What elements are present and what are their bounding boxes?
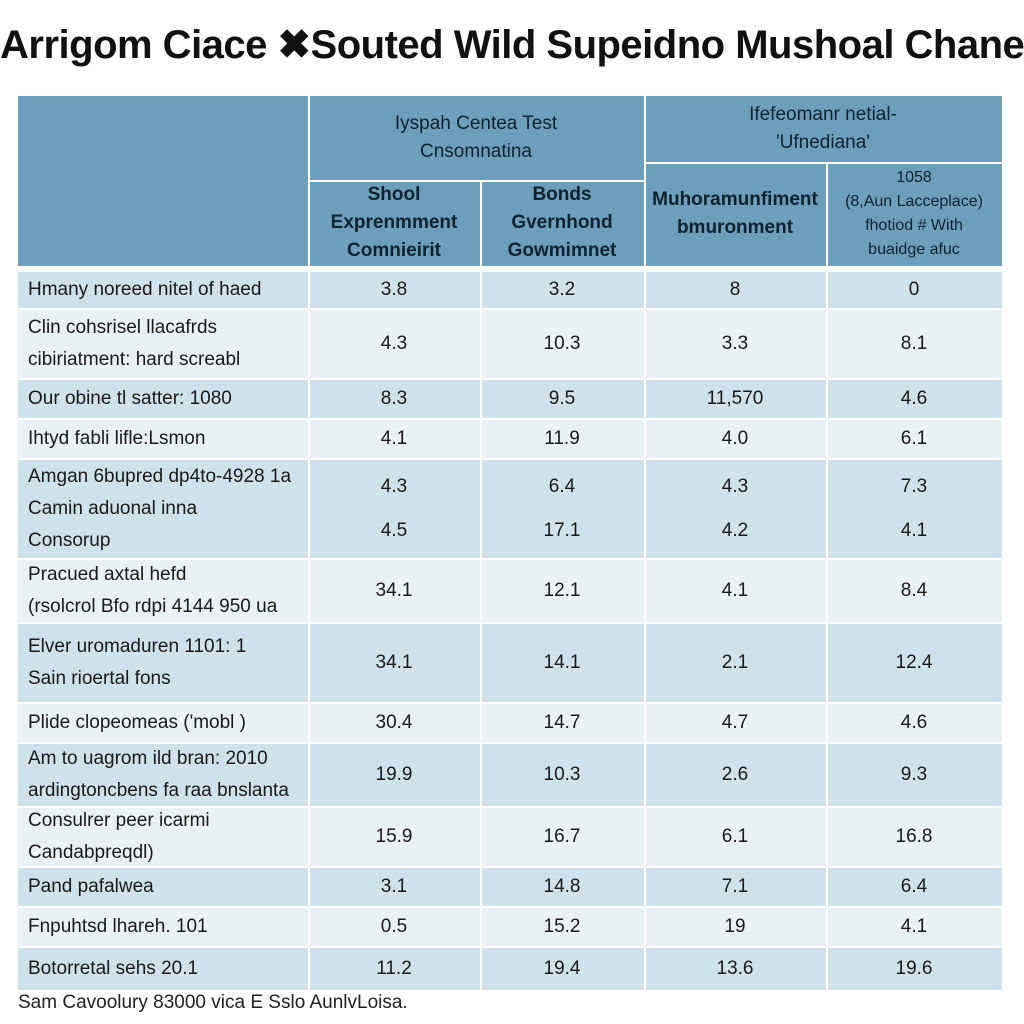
value-cell	[308, 808, 480, 866]
column-divider	[308, 310, 310, 378]
value-cell	[826, 560, 1002, 622]
column-divider	[308, 624, 310, 702]
column-divider	[826, 808, 828, 866]
cell-value: 12.1	[543, 580, 581, 601]
value-cell	[826, 744, 1002, 806]
table-row	[18, 908, 1002, 946]
row-label-line: Am to uagrom ild bran: 2010	[28, 748, 268, 769]
row-label	[28, 908, 308, 946]
column-divider	[644, 868, 646, 906]
column-divider	[480, 460, 482, 558]
value-cell	[644, 948, 826, 990]
value-cell	[826, 310, 1002, 378]
row-label	[28, 380, 308, 418]
cell-value: 4.7	[721, 712, 749, 733]
table-row	[18, 868, 1002, 906]
column-divider	[644, 272, 646, 308]
row-label-line: Pand pafalwea	[28, 876, 154, 897]
column-divider	[480, 310, 482, 378]
row-label-line: Elver uromaduren 1101: 1	[28, 636, 247, 657]
header-divider	[308, 180, 644, 182]
row-label-line: Consorup	[28, 530, 111, 551]
header-divider	[480, 180, 482, 266]
column-divider	[644, 948, 646, 990]
row-label	[28, 948, 308, 990]
footnote: Sam Cavoolury 83000 vica E Sslo AunlvLoisa.	[18, 992, 408, 1013]
column-divider	[308, 704, 310, 742]
value-cell	[308, 868, 480, 906]
column-divider	[826, 744, 828, 806]
table-row	[18, 272, 1002, 308]
column-divider	[826, 272, 828, 308]
value-cell	[480, 908, 644, 946]
cell-value: 8	[729, 279, 741, 300]
row-label	[28, 704, 308, 742]
row-label	[28, 808, 308, 866]
value-cell	[480, 808, 644, 866]
row-label	[28, 420, 308, 458]
cell-value: 9.5	[548, 388, 576, 409]
column-divider	[308, 560, 310, 622]
column-divider	[480, 908, 482, 946]
value-cell	[826, 272, 1002, 308]
column-divider	[308, 744, 310, 806]
value-cell	[308, 948, 480, 990]
column-divider	[480, 744, 482, 806]
value-cell	[480, 380, 644, 418]
value-cell	[644, 272, 826, 308]
cell-value: 6.1	[900, 428, 928, 449]
column-divider	[308, 808, 310, 866]
column-divider	[308, 868, 310, 906]
column-divider	[480, 808, 482, 866]
header-group-1	[308, 96, 644, 180]
column-divider	[826, 948, 828, 990]
value-cell	[308, 310, 480, 378]
value-cell	[308, 744, 480, 806]
column-divider	[308, 908, 310, 946]
row-label-line: Fnpuhtsd lhareh. 101	[28, 916, 208, 937]
value-cell	[826, 624, 1002, 702]
row-label-line: Clin cohsrisel llacafrds	[28, 317, 218, 338]
cell-value: 4.5	[380, 520, 408, 541]
cell-value: 11.9	[544, 428, 580, 449]
cell-value: 19.9	[375, 764, 413, 785]
cell-value: 4.3	[380, 476, 408, 497]
column-divider	[480, 560, 482, 622]
column-divider	[644, 624, 646, 702]
column-divider	[826, 908, 828, 946]
cell-value: 4.1	[721, 580, 749, 601]
row-label-line: Consulrer peer icarmi	[28, 810, 210, 831]
column-divider	[308, 460, 310, 558]
column-header-4	[826, 162, 1002, 266]
cell-value: 3.1	[380, 876, 408, 897]
row-label-line: ardingtoncbens fa raa bnslanta	[28, 780, 289, 801]
value-cell	[644, 808, 826, 866]
cell-value: 8.4	[900, 580, 928, 601]
row-label	[28, 560, 308, 622]
header-divider	[644, 96, 646, 266]
cell-value: 6.1	[721, 826, 749, 847]
table-row	[18, 460, 1002, 558]
row-label	[28, 624, 308, 702]
row-label-line: Plide clopeomeas ('mobl )	[28, 712, 246, 733]
table-row	[18, 744, 1002, 806]
cell-value: 10.3	[543, 764, 581, 785]
value-cell	[308, 420, 480, 458]
column-divider	[480, 948, 482, 990]
value-cell	[826, 868, 1002, 906]
cell-value: 34.1	[375, 652, 413, 673]
row-label-line: cibiriatment: hard screabl	[28, 349, 241, 370]
cell-value: 0.5	[380, 916, 408, 937]
cell-value: 17.1	[543, 520, 581, 541]
cell-value: 4.3	[721, 476, 749, 497]
value-cell	[480, 744, 644, 806]
column-divider	[644, 808, 646, 866]
cell-value: 0	[908, 279, 920, 300]
column-divider	[826, 560, 828, 622]
column-divider	[826, 420, 828, 458]
row-label	[28, 868, 308, 906]
cell-value: 15.9	[375, 826, 413, 847]
column-divider	[480, 380, 482, 418]
column-header-2	[480, 180, 644, 266]
column-divider	[826, 380, 828, 418]
header-group-2	[644, 96, 1002, 162]
table-row	[18, 808, 1002, 866]
header-group-1-label: Iyspah Centea Test Cnsomnatina	[394, 113, 558, 162]
cell-value: 15.2	[543, 916, 581, 937]
column-header-1	[308, 180, 480, 266]
table-row	[18, 560, 1002, 622]
value-cell	[480, 310, 644, 378]
cell-value: 11.2	[376, 958, 412, 979]
table-row	[18, 704, 1002, 742]
value-cell	[826, 948, 1002, 990]
value-cell	[308, 460, 480, 558]
row-label-line: (rsolcrol Bfo rdpi 4144 950 ua	[28, 596, 278, 617]
column-divider	[308, 380, 310, 418]
value-cell	[826, 704, 1002, 742]
column-divider	[480, 704, 482, 742]
value-cell	[308, 560, 480, 622]
row-label-line: Hmany noreed nitel of haed	[28, 279, 262, 300]
column-divider	[480, 420, 482, 458]
cell-value: 11,570	[706, 388, 764, 409]
row-label-line: Sain rioertal fons	[28, 668, 171, 689]
value-cell	[308, 380, 480, 418]
column-header-2-label: Bonds Gvernhond Gowmimnet	[507, 184, 617, 261]
column-divider	[644, 908, 646, 946]
column-divider	[480, 624, 482, 702]
column-divider	[826, 310, 828, 378]
value-cell	[644, 460, 826, 558]
cell-value: 12.4	[895, 652, 933, 673]
value-cell	[644, 380, 826, 418]
cell-value: 30.4	[375, 712, 413, 733]
value-cell	[480, 868, 644, 906]
row-label-line: Amgan 6bupred dp4to-4928 1a	[28, 466, 292, 487]
data-table	[18, 96, 1002, 979]
cell-value: 14.1	[543, 652, 581, 673]
cell-value: 4.3	[380, 333, 408, 354]
value-cell	[826, 460, 1002, 558]
row-label	[28, 310, 308, 378]
cell-value: 7.1	[721, 876, 749, 897]
cell-value: 4.1	[380, 428, 408, 449]
cell-value: 4.6	[900, 712, 928, 733]
cell-value: 2.1	[721, 652, 749, 673]
row-label-line: Botorretal sehs 20.1	[28, 958, 199, 979]
chart-title: Arrigom Ciace ✖Souted Wild Supeidno Mushoal Chane	[0, 23, 1024, 67]
cell-value: 4.6	[900, 388, 928, 409]
header-divider	[644, 162, 1002, 164]
column-header-3	[644, 162, 826, 266]
header-group-2-label: Ifefeomanr netial- 'Ufnediana'	[749, 104, 897, 153]
cell-value: 3.8	[380, 279, 408, 300]
column-divider	[308, 272, 310, 308]
value-cell	[644, 624, 826, 702]
column-divider	[826, 868, 828, 906]
cell-value: 6.4	[900, 876, 928, 897]
cell-value: 16.7	[543, 826, 581, 847]
row-label	[28, 460, 308, 558]
cell-value: 14.7	[543, 712, 581, 733]
cell-value: 3.3	[721, 333, 749, 354]
row-label	[28, 744, 308, 806]
table-row	[18, 310, 1002, 378]
cell-value: 3.2	[548, 279, 576, 300]
column-header-4-label: 1058 (8,Aun Lacceplace) fhotiod # With buaidge afuc	[845, 169, 983, 258]
table-row	[18, 948, 1002, 990]
column-divider	[644, 704, 646, 742]
column-divider	[826, 704, 828, 742]
cell-value: 10.3	[543, 333, 581, 354]
column-divider	[826, 624, 828, 702]
row-label-line: Candabpreqdl)	[28, 842, 154, 863]
cell-value: 8.1	[900, 333, 928, 354]
table-row	[18, 624, 1002, 702]
value-cell	[480, 948, 644, 990]
column-divider	[480, 272, 482, 308]
cell-value: 19.6	[895, 958, 933, 979]
cell-value: 34.1	[375, 580, 413, 601]
value-cell	[480, 460, 644, 558]
value-cell	[308, 704, 480, 742]
column-header-3-label: Muhoramunfiment bmuronment	[652, 189, 818, 238]
column-divider	[644, 560, 646, 622]
cell-value: 4.1	[900, 520, 928, 541]
column-divider	[644, 420, 646, 458]
row-label-line: Camin aduonal inna	[28, 498, 198, 519]
cell-value: 19	[724, 916, 746, 937]
header-corner-cell	[18, 96, 308, 266]
column-divider	[644, 310, 646, 378]
value-cell	[826, 908, 1002, 946]
value-cell	[480, 420, 644, 458]
column-divider	[308, 948, 310, 990]
value-cell	[480, 560, 644, 622]
row-label-line: Pracued axtal hefd	[28, 564, 187, 585]
cell-value: 13.6	[716, 958, 754, 979]
cell-value: 4.2	[721, 520, 749, 541]
table-row	[18, 420, 1002, 458]
row-label-line: Our obine tl satter: 1080	[28, 388, 232, 409]
column-divider	[480, 868, 482, 906]
value-cell	[826, 808, 1002, 866]
value-cell	[308, 272, 480, 308]
cell-value: 6.4	[548, 476, 576, 497]
cell-value: 8.3	[380, 388, 408, 409]
value-cell	[644, 868, 826, 906]
cell-value: 19.4	[543, 958, 581, 979]
value-cell	[480, 272, 644, 308]
row-label	[28, 272, 308, 308]
column-divider	[826, 460, 828, 558]
value-cell	[644, 420, 826, 458]
cell-value: 16.8	[895, 826, 933, 847]
column-divider	[644, 460, 646, 558]
column-header-1-label: Shool Exprenmment Comnieirit	[330, 184, 458, 261]
value-cell	[480, 704, 644, 742]
header-divider	[826, 162, 828, 266]
value-cell	[826, 420, 1002, 458]
cell-value: 9.3	[900, 764, 928, 785]
column-divider	[644, 744, 646, 806]
value-cell	[308, 624, 480, 702]
table-row	[18, 380, 1002, 418]
value-cell	[644, 908, 826, 946]
value-cell	[644, 744, 826, 806]
value-cell	[826, 380, 1002, 418]
value-cell	[308, 908, 480, 946]
column-divider	[308, 420, 310, 458]
cell-value: 4.1	[900, 916, 928, 937]
row-label-line: Ihtyd fabli lifle:Lsmon	[28, 428, 206, 449]
cell-value: 14.8	[543, 876, 581, 897]
value-cell	[480, 624, 644, 702]
value-cell	[644, 704, 826, 742]
cell-value: 7.3	[900, 476, 928, 497]
cell-value: 4.0	[721, 428, 749, 449]
value-cell	[644, 560, 826, 622]
column-divider	[644, 380, 646, 418]
cell-value: 2.6	[721, 764, 749, 785]
value-cell	[644, 310, 826, 378]
